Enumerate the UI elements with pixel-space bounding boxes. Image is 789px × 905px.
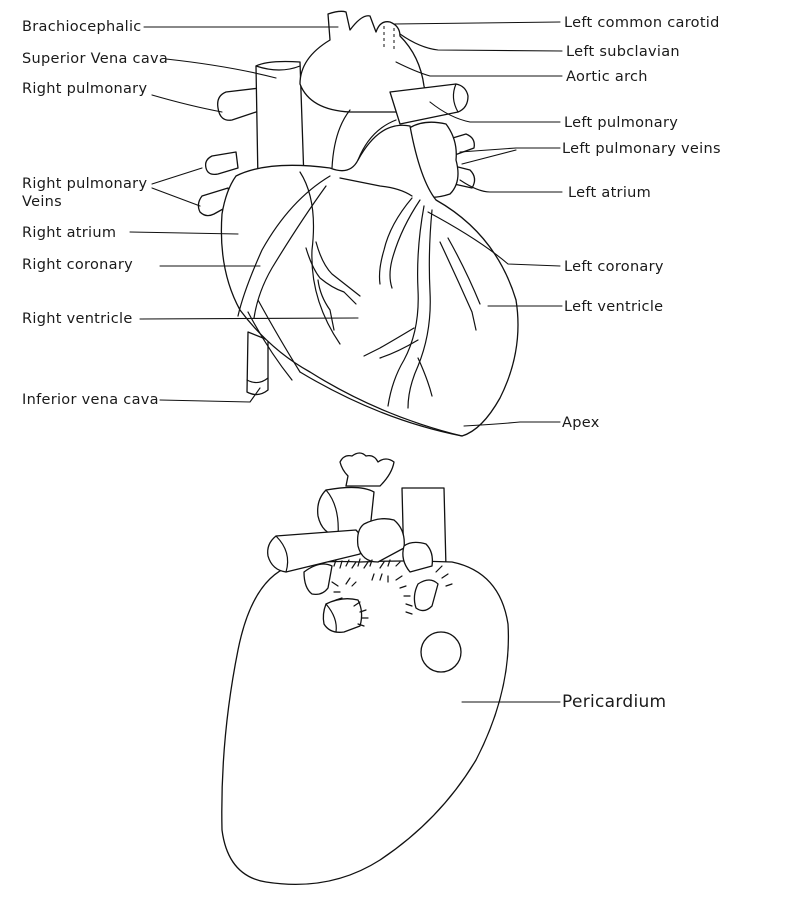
pericardium-stub-lower (323, 599, 361, 633)
pericardium-stub-right-top (403, 542, 433, 572)
label-left-pulmonary-veins: Left pulmonary veins (562, 141, 721, 157)
label-left-subclavian: Left subclavian (566, 44, 680, 60)
superior-vena-cava-vessel (256, 62, 304, 183)
label-right-ventricle: Right ventricle (22, 311, 133, 327)
label-right-pulmonary-veins-line1: Right pulmonary (22, 176, 148, 192)
right-pulmonary-vein-upper (206, 152, 238, 174)
right-pulmonary-artery (218, 88, 262, 120)
label-right-pulmonary: Right pulmonary (22, 81, 148, 97)
label-inferior-vena-cava: Inferior vena cava (22, 392, 159, 408)
label-superior-vena-cava: Superior Vena cava (22, 51, 169, 67)
label-left-common-carotid: Left common carotid (564, 15, 720, 31)
label-aortic-arch: Aortic arch (566, 69, 648, 85)
label-right-coronary: Right coronary (22, 257, 133, 273)
label-apex: Apex (562, 415, 600, 431)
pericardium-brachiocephalic-stub (340, 453, 394, 486)
label-left-coronary: Left coronary (564, 259, 664, 275)
pericardium-opening (421, 632, 461, 672)
label-left-atrium: Left atrium (568, 185, 652, 201)
label-brachiocephalic: Brachiocephalic (22, 19, 142, 35)
label-pericardium: Pericardium (562, 692, 667, 712)
pericardium-body (222, 561, 509, 884)
pericardium-drawing (222, 453, 509, 884)
pericardium-stub-center (358, 519, 405, 562)
label-left-ventricle: Left ventricle (564, 299, 664, 315)
label-right-pulmonary-veins-line2: Veins (22, 194, 62, 210)
front-heart-drawing (198, 11, 518, 436)
label-right-atrium: Right atrium (22, 225, 117, 241)
label-left-pulmonary: Left pulmonary (564, 115, 679, 131)
